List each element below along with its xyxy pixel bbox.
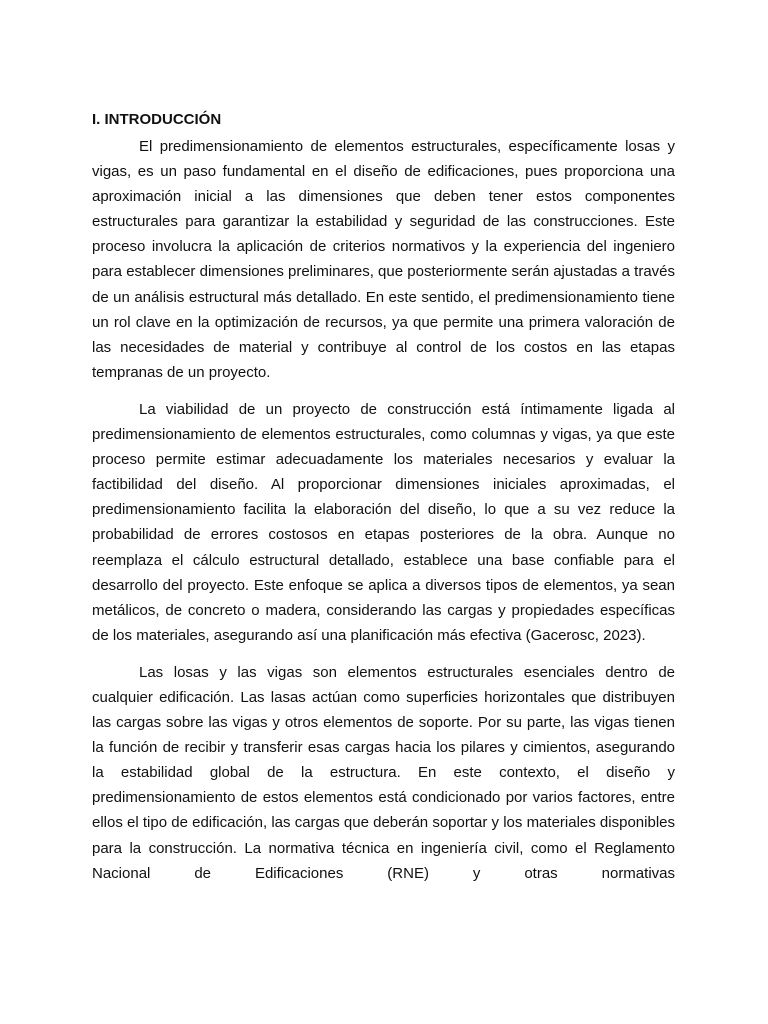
section-heading: I. INTRODUCCIÓN	[92, 111, 222, 128]
paragraph-1: El predimensionamiento de elementos estructurales, específicamente losas y vigas, es un paso fundamental en el diseño de edificaciones, pues proporciona una aproximación inicial a las dimensiones que deben tener estos componentes estructurales para garantizar la estabilidad y seguridad de las construcciones. Este proceso involucra la aplicación de criterios normativos y la experiencia del ingeniero para establecer dimensiones preliminares, que posteriormente serán ajustadas a través de un análisis estructural más detallado. En este sentido, el predimensionamiento tiene un rol clave en la optimización de recursos, ya que permite una primera valoración de las necesidades de material y contribuye al control de los costos en las etapas tempranas de un proyecto.	[92, 138, 675, 381]
paragraph-2: La viabilidad de un proyecto de construcción está íntimamente ligada al predimensionamiento de elementos estructurales, como columnas y vigas, ya que este proceso permite estimar adecuadamente los materiales necesarios y evaluar la factibilidad del diseño. Al proporcionar dimensiones iniciales aproximadas, el predimensionamiento facilita la elaboración del diseño, lo que a su vez reduce la probabilidad de errores costosos en etapas posteriores de la obra. Aunque no reemplaza el cálculo estructural detallado, establece una base confiable para el desarrollo del proyecto. Este enfoque se aplica a diversos tipos de elementos, ya sean metálicos, de concreto o madera, considerando las cargas y propiedades específicas de los materiales, asegurando así una planificación más efectiva (Gacerosc, 2023).	[92, 400, 675, 644]
paragraph-3: Las losas y las vigas son elementos estructurales esenciales dentro de cualquier edificación. Las lasas actúan como superficies horizontales que distribuyen las cargas sobre las vigas y otros elementos de soporte. Por su parte, las vigas tienen la función de recibir y transferir esas cargas hacia los pilares y cimientos, asegurando la estabilidad global de la estructura. En este contexto, el diseño y predimensionamiento de estos elementos está condicionado por varios factores, entre ellos el tipo de edificación, las cargas que deberán soportar y los materiales disponibles para la construcción. La normativa técnica en ingeniería civil, como el Reglamento Nacional de Edificaciones (RNE) y otras normativas	[92, 663, 675, 882]
document-body	[92, 110, 675, 898]
